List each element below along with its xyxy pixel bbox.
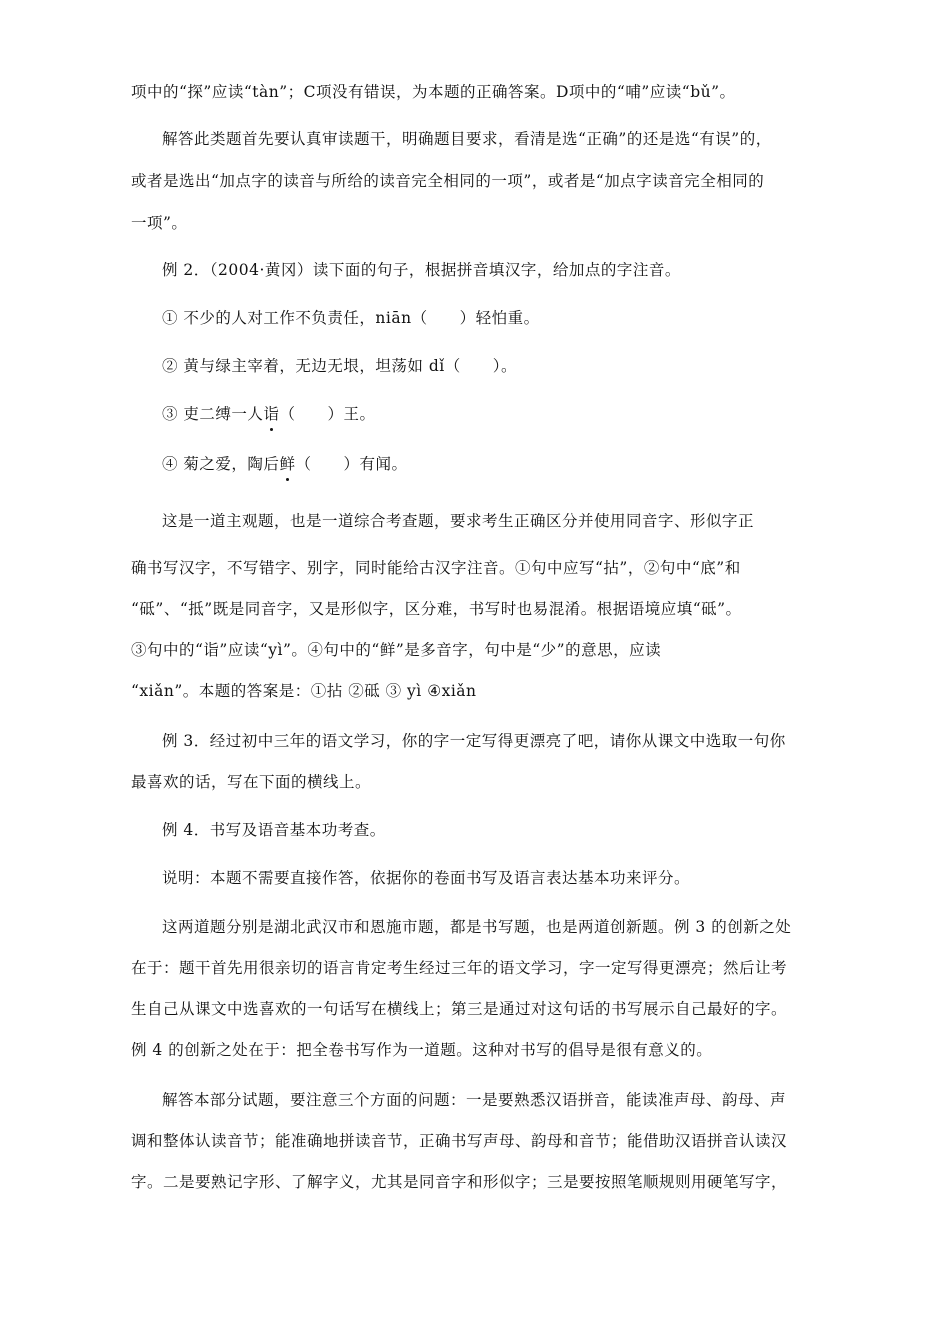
paragraph-line: 确书写汉字，不写错字、别字，同时能给古汉字注音。①句中应写“拈”，②句中“底”和	[131, 559, 741, 577]
sentence-text: ③ 吏二缚一人	[162, 405, 264, 423]
sentence-text: ④ 菊之爱，陶后	[162, 455, 280, 473]
example-3-line: 例 3．经过初中三年的语文学习，你的字一定写得更漂亮了吧，请你从课文中选取一句你	[162, 732, 786, 750]
note-line: 说明：本题不需要直接作答，依据你的卷面书写及语言表达基本功来评分。	[162, 869, 691, 887]
paragraph-line: 在于：题干首先用很亲切的语言肯定考生经过三年的语文学习，字一定写得更漂亮；然后让考	[131, 959, 788, 977]
paragraph-line: 这是一道主观题，也是一道综合考查题，要求考生正确区分并使用同音字、形似字正	[162, 512, 755, 530]
example-2-sentence-3	[162, 403, 375, 425]
example-2-title: 例 2．（2004·黄冈）读下面的句子，根据拼音填汉字，给加点的字注音。	[162, 261, 681, 279]
paragraph-line: “砥”、“抵”既是同音字，又是形似字，区分难，书写时也易混淆。根据语境应填“砥”。	[131, 600, 742, 618]
paragraph-line: 字。二是要熟记字形、了解字义，尤其是同音字和形似字；三是要按照笔顺规则用硬笔写字，	[131, 1173, 788, 1191]
dotted-character: 鲜	[279, 455, 296, 473]
sentence-text: （ ）王。	[279, 405, 376, 423]
paragraph-line: 或者是选出“加点字的读音与所给的读音完全相同的一项”，或者是“加点字读音完全相同的	[131, 172, 765, 190]
paragraph-line: “xiǎn”。本题的答案是：①拈 ②砥 ③ yì ④xiǎn	[131, 682, 477, 700]
sentence-text: （ ）有闻。	[295, 455, 408, 473]
paragraph-line: 调和整体认读音节；能准确地拼读音节，正确书写声母、韵母和音节；能借助汉语拼音认读汉	[131, 1132, 788, 1150]
paragraph-line: 例 4 的创新之处在于：把全卷书写作为一道题。这种对书写的倡导是很有意义的。	[131, 1041, 713, 1059]
paragraph-line: 项中的“探”应读“tàn”；C项没有错误，为本题的正确答案。D项中的“哺”应读“bǔ”。	[131, 83, 736, 101]
example-4-line: 例 4．书写及语音基本功考查。	[162, 821, 386, 839]
example-2-sentence-1: ① 不少的人对工作不负责任，niān（ ）轻怕重。	[162, 309, 540, 327]
paragraph-line: 生自己从课文中选喜欢的一句话写在横线上；第三是通过对这句话的书写展示自己最好的字。	[131, 1000, 788, 1018]
paragraph-line: ③句中的“诣”应读“yì”。④句中的“鲜”是多音字，句中是“少”的意思，应读	[131, 641, 662, 659]
paragraph-line: 这两道题分别是湖北武汉市和恩施市题，都是书写题，也是两道创新题。例 3 的创新之处	[162, 918, 792, 936]
paragraph-line: 解答本部分试题，要注意三个方面的问题：一是要熟悉汉语拼音，能读准声母、韵母、声	[162, 1091, 787, 1109]
paragraph-line: 解答此类题首先要认真审读题干，明确题目要求，看清是选“正确”的还是选“有误”的，	[162, 130, 772, 148]
example-2-sentence-2: ② 黄与绿主宰着，无边无垠，坦荡如 dǐ（ ）。	[162, 357, 517, 375]
example-3-line: 最喜欢的话，写在下面的横线上。	[131, 773, 372, 791]
paragraph-line: 一项”。	[131, 214, 188, 232]
dotted-character: 诣	[263, 405, 280, 423]
example-2-sentence-4	[162, 453, 407, 475]
